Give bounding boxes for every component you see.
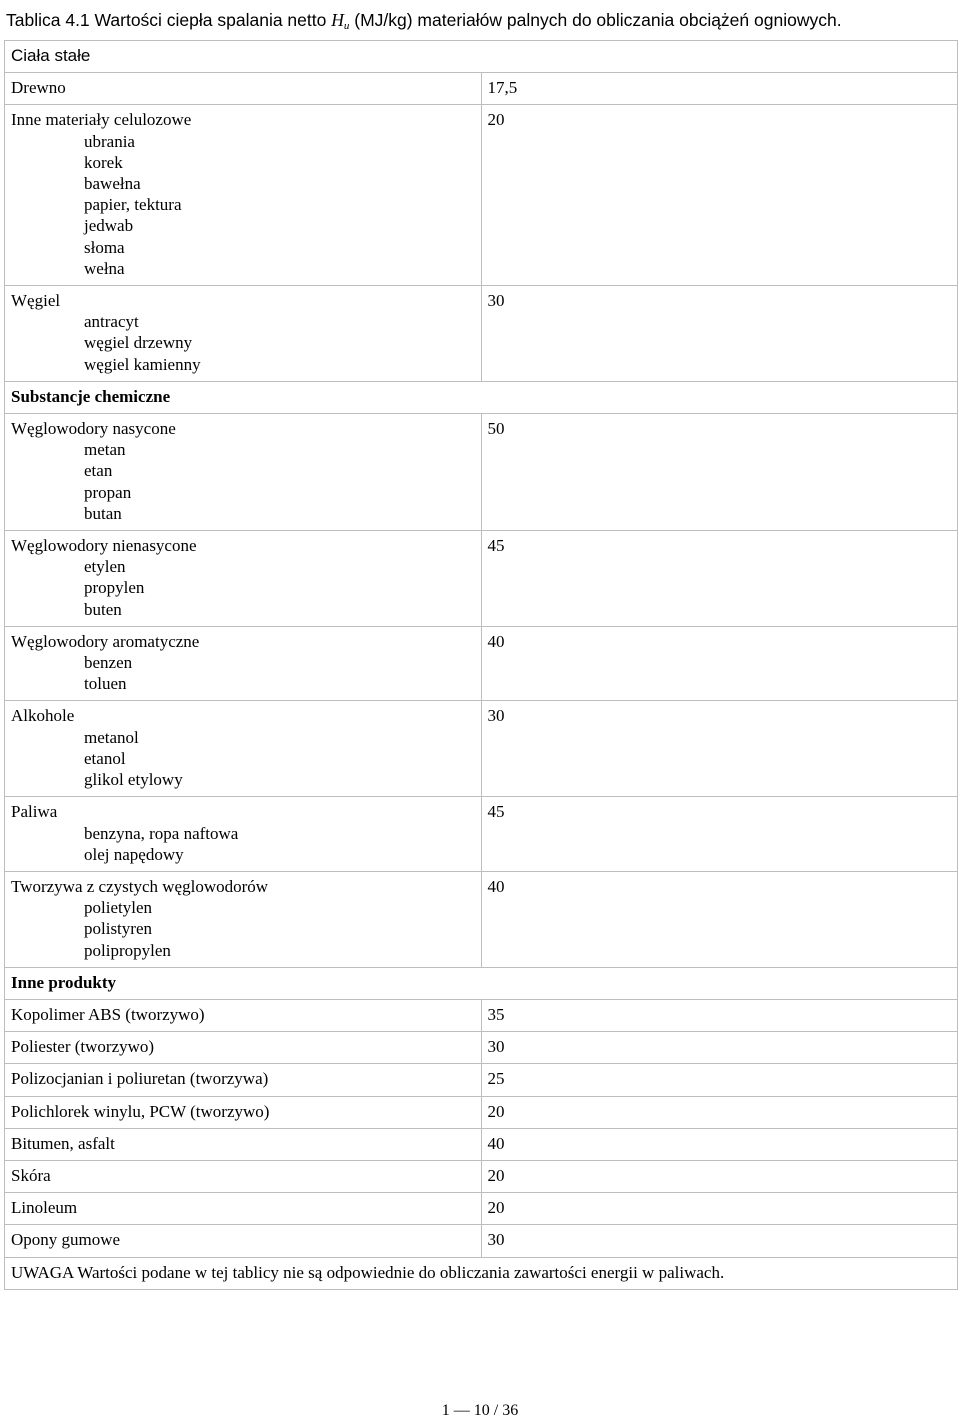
table-row bbox=[5, 105, 958, 286]
row-value: 25 bbox=[481, 1064, 958, 1096]
list-item: polietylen bbox=[84, 898, 152, 918]
table-row bbox=[5, 871, 958, 967]
group-name: Węglowodory aromatyczne bbox=[11, 631, 200, 651]
table-row bbox=[5, 1160, 958, 1192]
row-group bbox=[5, 701, 482, 797]
list-item: glikol etylowy bbox=[84, 770, 183, 790]
group-name: Węgiel bbox=[11, 291, 61, 311]
empty-cell bbox=[481, 381, 958, 413]
group-name: Tworzywa z czystych węglowodorów bbox=[11, 876, 269, 896]
table-row bbox=[5, 531, 958, 627]
row-name: Linoleum bbox=[5, 1193, 482, 1225]
list-item: olej napędowy bbox=[84, 844, 184, 864]
row-value: 30 bbox=[481, 1032, 958, 1064]
table-row bbox=[5, 999, 958, 1031]
row-value: 20 bbox=[481, 1096, 958, 1128]
table-row bbox=[5, 414, 958, 531]
row-name: Polichlorek winylu, PCW (tworzywo) bbox=[5, 1096, 482, 1128]
list-item: antracyt bbox=[84, 312, 139, 332]
list-item: wełna bbox=[84, 258, 125, 278]
list-item: etylen bbox=[84, 557, 126, 577]
row-name: Kopolimer ABS (tworzywo) bbox=[5, 999, 482, 1031]
list-item: ubrania bbox=[84, 131, 135, 151]
list-item: węgiel drzewny bbox=[84, 333, 193, 353]
list-item: buten bbox=[84, 599, 122, 619]
row-name: Poliester (tworzywo) bbox=[5, 1032, 482, 1064]
caption-symbol-letter: H bbox=[331, 10, 344, 30]
list-item: węgiel kamienny bbox=[84, 354, 201, 374]
group-name: Inne materiały celulozowe bbox=[11, 110, 192, 130]
row-value: 40 bbox=[481, 1128, 958, 1160]
section-header-chemicals: Substancje chemiczne bbox=[5, 381, 482, 413]
heat-values-table bbox=[4, 40, 958, 1290]
row-value: 30 bbox=[481, 1225, 958, 1257]
caption-subscript: u bbox=[343, 20, 350, 32]
list-item: propylen bbox=[84, 578, 145, 598]
caption-suffix: (MJ/kg) materiałów palnych do obliczania obciążeń ogniowych. bbox=[349, 10, 842, 30]
section-row bbox=[5, 41, 958, 73]
list-item: polistyren bbox=[84, 919, 152, 939]
list-item: toluen bbox=[84, 674, 127, 694]
list-item: metanol bbox=[84, 727, 139, 747]
table-caption bbox=[6, 10, 842, 32]
row-group bbox=[5, 626, 482, 701]
group-name: Węglowodory nienasycone bbox=[11, 536, 197, 556]
row-group bbox=[5, 414, 482, 531]
table-row bbox=[5, 1128, 958, 1160]
list-item: słoma bbox=[84, 237, 125, 257]
table-row bbox=[5, 73, 958, 105]
note-row bbox=[5, 1257, 958, 1289]
row-value: 20 bbox=[481, 1193, 958, 1225]
row-value: 40 bbox=[481, 626, 958, 701]
caption-text: Tablica 4.1 Wartości ciepła spalania netto bbox=[6, 10, 332, 30]
section-row bbox=[5, 381, 958, 413]
table-note: UWAGA Wartości podane w tej tablicy nie są odpowiednie do obliczania zawartości energii w paliwach. bbox=[5, 1257, 958, 1289]
caption-symbol bbox=[331, 10, 349, 30]
row-group bbox=[5, 286, 482, 382]
row-value: 45 bbox=[481, 531, 958, 627]
table-row bbox=[5, 701, 958, 797]
list-item: metan bbox=[84, 440, 126, 460]
table-row bbox=[5, 286, 958, 382]
list-item: benzyna, ropa naftowa bbox=[84, 823, 239, 843]
list-item: etanol bbox=[84, 748, 126, 768]
row-value: 35 bbox=[481, 999, 958, 1031]
row-value: 20 bbox=[481, 1160, 958, 1192]
row-value: 30 bbox=[481, 286, 958, 382]
row-value: 17,5 bbox=[481, 73, 958, 105]
table-row bbox=[5, 626, 958, 701]
row-group bbox=[5, 531, 482, 627]
list-item: polipropylen bbox=[84, 940, 171, 960]
list-item: propan bbox=[84, 482, 132, 502]
table-row bbox=[5, 1225, 958, 1257]
table-row bbox=[5, 797, 958, 872]
row-name: Drewno bbox=[5, 73, 482, 105]
table-row bbox=[5, 1064, 958, 1096]
row-group bbox=[5, 797, 482, 872]
table-row bbox=[5, 1096, 958, 1128]
row-name: Skóra bbox=[5, 1160, 482, 1192]
list-item: butan bbox=[84, 503, 122, 523]
section-header-other: Inne produkty bbox=[5, 967, 482, 999]
row-value: 40 bbox=[481, 871, 958, 967]
row-value: 20 bbox=[481, 105, 958, 286]
row-value: 50 bbox=[481, 414, 958, 531]
row-name: Bitumen, asfalt bbox=[5, 1128, 482, 1160]
list-item: benzen bbox=[84, 653, 133, 673]
row-value: 45 bbox=[481, 797, 958, 872]
row-group bbox=[5, 105, 482, 286]
section-row bbox=[5, 967, 958, 999]
row-group bbox=[5, 871, 482, 967]
group-name: Paliwa bbox=[11, 802, 58, 822]
page-number: 1 — 10 / 36 bbox=[441, 1402, 519, 1419]
row-name: Opony gumowe bbox=[5, 1225, 482, 1257]
table-row bbox=[5, 1032, 958, 1064]
row-name: Polizocjanian i poliuretan (tworzywa) bbox=[5, 1064, 482, 1096]
list-item: korek bbox=[84, 152, 123, 172]
empty-cell bbox=[481, 967, 958, 999]
section-header-solids: Ciała stałe bbox=[5, 41, 958, 73]
group-name: Węglowodory nasycone bbox=[11, 419, 176, 439]
list-item: jedwab bbox=[84, 216, 134, 236]
row-value: 30 bbox=[481, 701, 958, 797]
table-row bbox=[5, 1193, 958, 1225]
list-item: etan bbox=[84, 461, 113, 481]
group-name: Alkohole bbox=[11, 706, 75, 726]
list-item: papier, tektura bbox=[84, 195, 182, 215]
list-item: bawełna bbox=[84, 174, 141, 194]
